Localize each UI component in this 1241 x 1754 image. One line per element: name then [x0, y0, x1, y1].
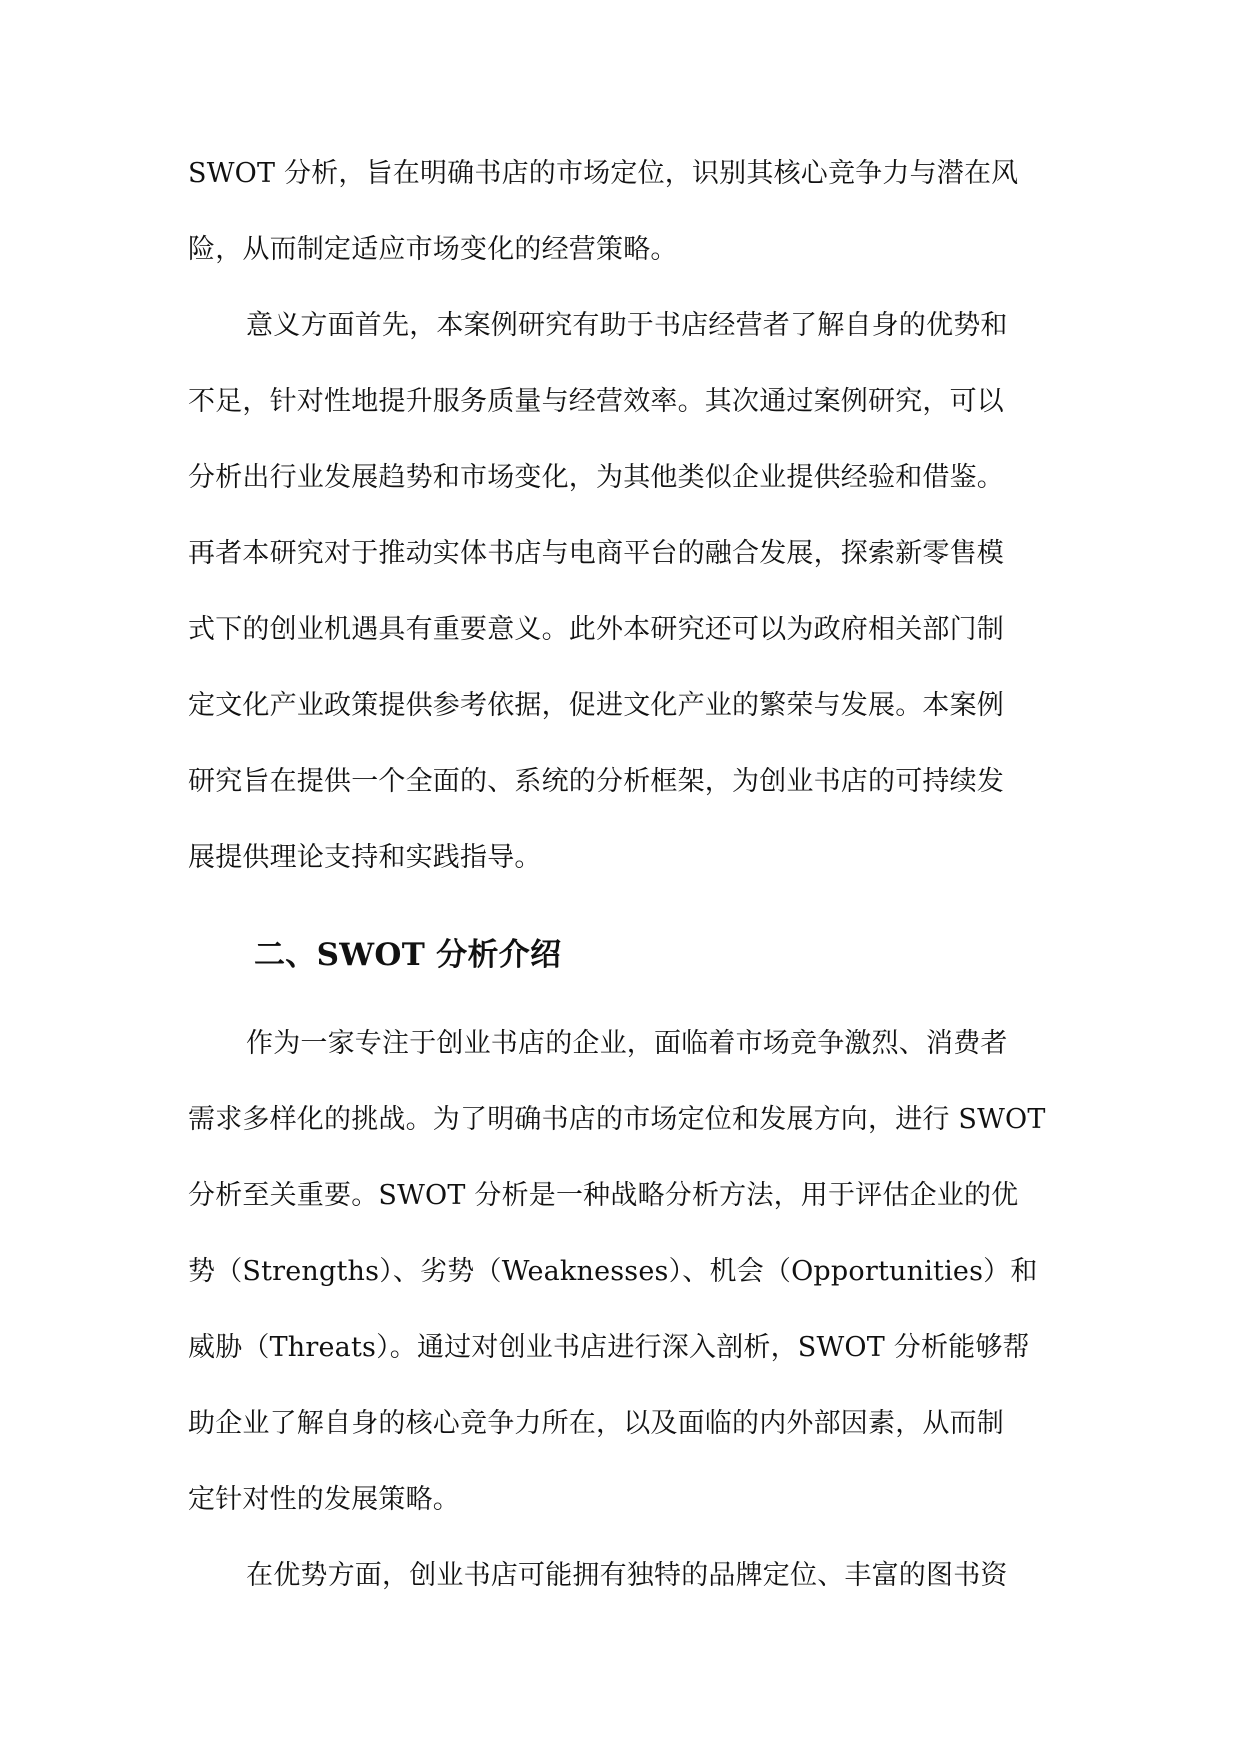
text-line: 作为一家专注于创业书店的企业，面临着市场竞争激烈、消费者: [246, 1028, 1008, 1059]
text-line: 险，从而制定适应市场变化的经营策略。: [188, 234, 678, 265]
text-line: 意义方面首先，本案例研究有助于书店经营者了解自身的优势和: [246, 310, 1008, 341]
section-heading: 二、SWOT 分析介绍: [254, 937, 562, 973]
text-line: 势（Strengths）、劣势（Weaknesses）、机会（Opportunities）和: [188, 1256, 1038, 1287]
text-line: 需求多样化的挑战。为了明确书店的市场定位和发展方向，进行 SWOT: [188, 1104, 1046, 1135]
text-line: 助企业了解自身的核心竞争力所在，以及面临的内外部因素，从而制: [188, 1408, 1004, 1439]
text-line: 再者本研究对于推动实体书店与电商平台的融合发展，探索新零售模: [188, 538, 1004, 569]
text-line: 不足，针对性地提升服务质量与经营效率。其次通过案例研究，可以: [188, 386, 1004, 417]
text-line: SWOT 分析，旨在明确书店的市场定位，识别其核心竞争力与潜在风: [188, 158, 1019, 189]
text-line: 式下的创业机遇具有重要意义。此外本研究还可以为政府相关部门制: [188, 614, 1004, 645]
paragraph-block-intro: [188, 136, 1068, 896]
text-line: 研究旨在提供一个全面的、系统的分析框架，为创业书店的可持续发: [188, 766, 1004, 797]
text-line: 分析出行业发展趋势和市场变化，为其他类似企业提供经验和借鉴。: [188, 462, 1004, 493]
text-line: 展提供理论支持和实践指导。: [188, 842, 542, 873]
text-line: 定文化产业政策提供参考依据，促进文化产业的繁荣与发展。本案例: [188, 690, 1004, 721]
text-line: 分析至关重要。SWOT 分析是一种战略分析方法，用于评估企业的优: [188, 1180, 1019, 1211]
text-line: 在优势方面，创业书店可能拥有独特的品牌定位、丰富的图书资: [246, 1560, 1008, 1591]
paragraph-block-swot: [188, 1006, 1068, 1614]
text-line: 威胁（Threats）。通过对创业书店进行深入剖析，SWOT 分析能够帮: [188, 1332, 1030, 1363]
text-line: 定针对性的发展策略。: [188, 1484, 460, 1515]
